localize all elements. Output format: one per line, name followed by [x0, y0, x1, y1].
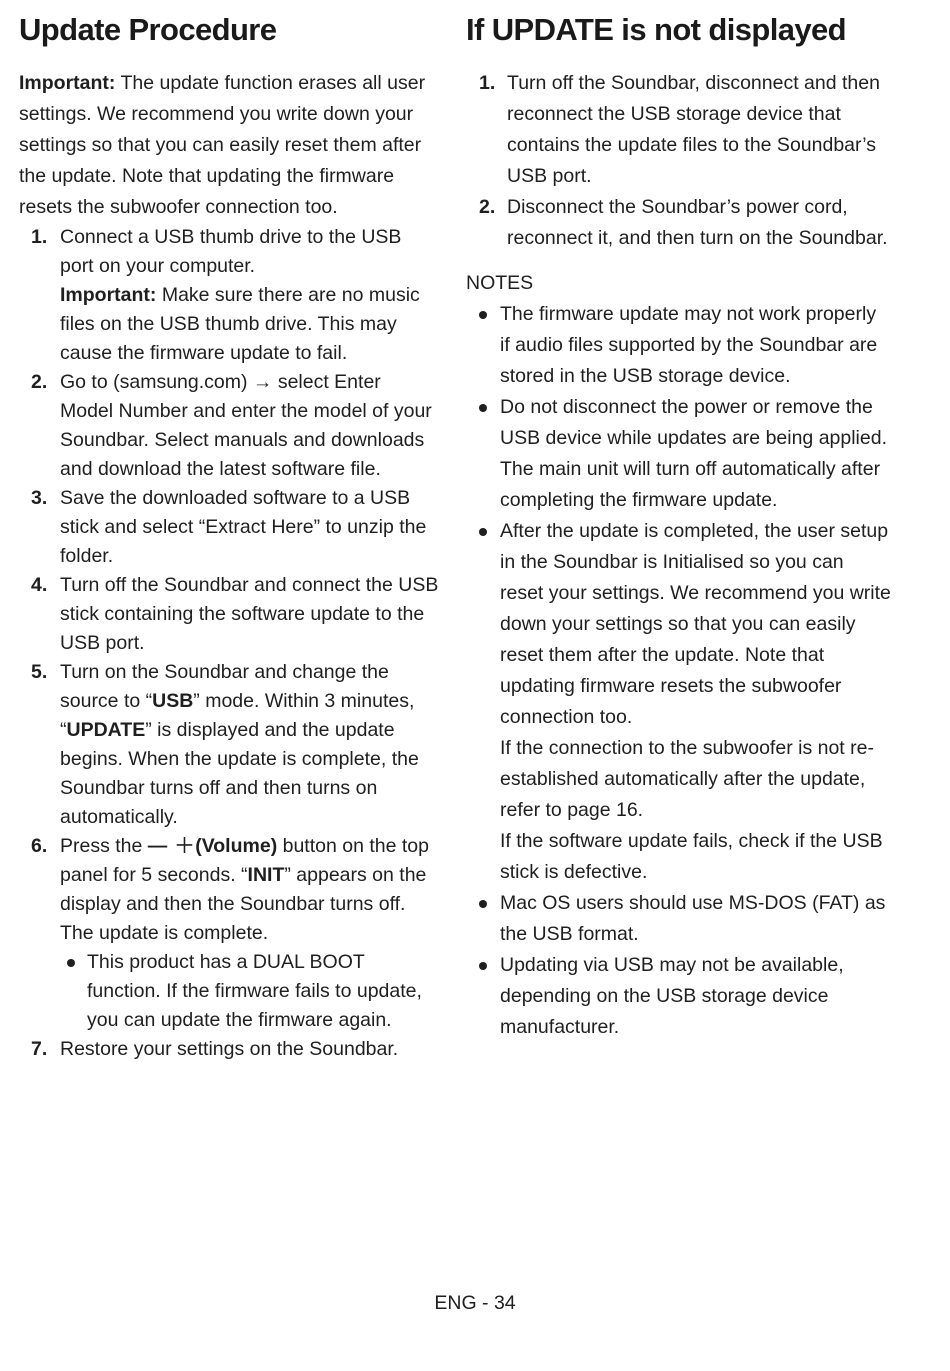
note-item	[466, 888, 891, 950]
step-text-1: Press the	[60, 835, 148, 857]
bullet-icon	[479, 311, 487, 319]
page-number: ENG - 34	[434, 1292, 516, 1314]
step-item	[466, 192, 891, 254]
step-text: Restore your settings on the Soundbar.	[60, 1038, 399, 1060]
step-item	[19, 1035, 439, 1064]
note-item	[466, 299, 891, 392]
update-complete-text: The update is complete.	[60, 922, 269, 944]
note-item	[466, 392, 891, 516]
note-item	[466, 950, 891, 1043]
step-item	[19, 368, 439, 484]
step-text-1: Turn on the Soundbar and change the source to “	[60, 661, 389, 712]
bullet-icon	[479, 900, 487, 908]
step-number: 6.	[31, 835, 48, 857]
volume-buttons-icon: — ＋	[147, 835, 196, 857]
step-number: 4.	[31, 574, 48, 596]
step-text-2: ” mode. Within 3 minutes, “	[60, 690, 415, 741]
note-text: Mac OS users should use MS-DOS (FAT) as the USB format.	[500, 892, 886, 945]
step-number: 1.	[479, 72, 496, 94]
right-column	[466, 6, 891, 1043]
note-text: Updating via USB may not be available, depending on the USB storage device manufacturer.	[500, 954, 844, 1038]
step-item	[19, 223, 439, 368]
bullet-icon	[479, 528, 487, 536]
note-text: The firmware update may not work properly if audio files supported by the Soundbar are stored in the USB storage device.	[500, 303, 878, 387]
bullet-icon	[479, 404, 487, 412]
step-number: 7.	[31, 1038, 48, 1060]
update-display-label: UPDATE	[66, 719, 146, 741]
step-text: Disconnect the Soundbar’s power cord, reconnect it, and then turn on the Soundbar.	[507, 196, 888, 249]
section-title: If UPDATE is not displayed	[466, 12, 846, 47]
step-text: Connect a USB thumb drive to the USB port on your computer.	[60, 226, 402, 277]
bullet-icon	[67, 959, 75, 967]
init-display-label: INIT	[247, 864, 285, 886]
notes-heading: NOTES	[466, 272, 534, 294]
intro-text: The update function erases all user settings. We recommend you write down your settings so that you can easily reset them after the update. Note that updating the firmware resets the subwoofer connection too.	[19, 72, 426, 218]
note-item	[466, 516, 891, 888]
step-text: Go to (samsung.com) → select Enter Model Number and enter the model of your Soundbar. Select manuals and downloads and download the latest software file.	[60, 371, 432, 480]
step-bullets	[60, 948, 439, 1035]
note-extra: If the software update fails, check if the USB stick is defective.	[500, 830, 883, 883]
bullet-item	[60, 948, 439, 1035]
step-important-note	[60, 281, 439, 368]
step-item	[19, 484, 439, 571]
update-steps	[19, 223, 439, 1064]
step-number: 2.	[479, 196, 496, 218]
step-text-3: ” appears on the display and then the Soundbar turns off.	[60, 864, 427, 915]
step-number: 1.	[31, 226, 48, 248]
step-text: Turn off the Soundbar, disconnect and then reconnect the USB storage device that contains the update files to the Soundbar’s USB port.	[507, 72, 880, 187]
step-text: Turn off the Soundbar and connect the USB stick containing the software update to the USB port.	[60, 574, 439, 654]
step-item	[19, 832, 439, 1035]
step-text: Save the downloaded software to a USB stick and select “Extract Here” to unzip the folder.	[60, 487, 427, 567]
left-column	[19, 6, 439, 1064]
step-number: 3.	[31, 487, 48, 509]
section-title: Update Procedure	[19, 12, 277, 47]
step-item	[466, 68, 891, 192]
note-text: After the update is completed, the user setup in the Soundbar is Initialised so you can reset your settings. We recommend you write down your settings so that you can easily reset them after the update. Note that updating firmware resets the subwoofer connection too.	[500, 520, 891, 728]
step-item	[19, 658, 439, 832]
bullet-icon	[479, 962, 487, 970]
bullet-text: This product has a DUAL BOOT function. If the firmware fails to update, you can update the firmware again.	[87, 951, 422, 1031]
step-item	[19, 571, 439, 658]
step-number: 2.	[31, 371, 48, 393]
important-label: Important:	[19, 72, 116, 94]
important-intro	[19, 68, 439, 223]
notes-list	[466, 299, 891, 1043]
important-label: Important:	[60, 284, 157, 306]
step-text-3: ” is displayed and the update begins. When the update is complete, the Soundbar turns off and then turns on automatically.	[60, 719, 419, 828]
note-text: Make sure there are no music files on the USB thumb drive. This may cause the firmware update to fail.	[60, 284, 420, 364]
note-text: Do not disconnect the power or remove the USB device while updates are being applied. The main unit will turn off automatically after completing the firmware update.	[500, 396, 888, 511]
usb-mode-label: USB	[152, 690, 194, 712]
fallback-steps	[466, 68, 891, 254]
step-text-2: button on the top panel for 5 seconds. “	[60, 835, 429, 886]
note-extra: If the connection to the subwoofer is not re-established automatically after the update, refer to page 16.	[500, 737, 874, 821]
volume-label: (Volume)	[195, 835, 278, 857]
step-number: 5.	[31, 661, 48, 683]
